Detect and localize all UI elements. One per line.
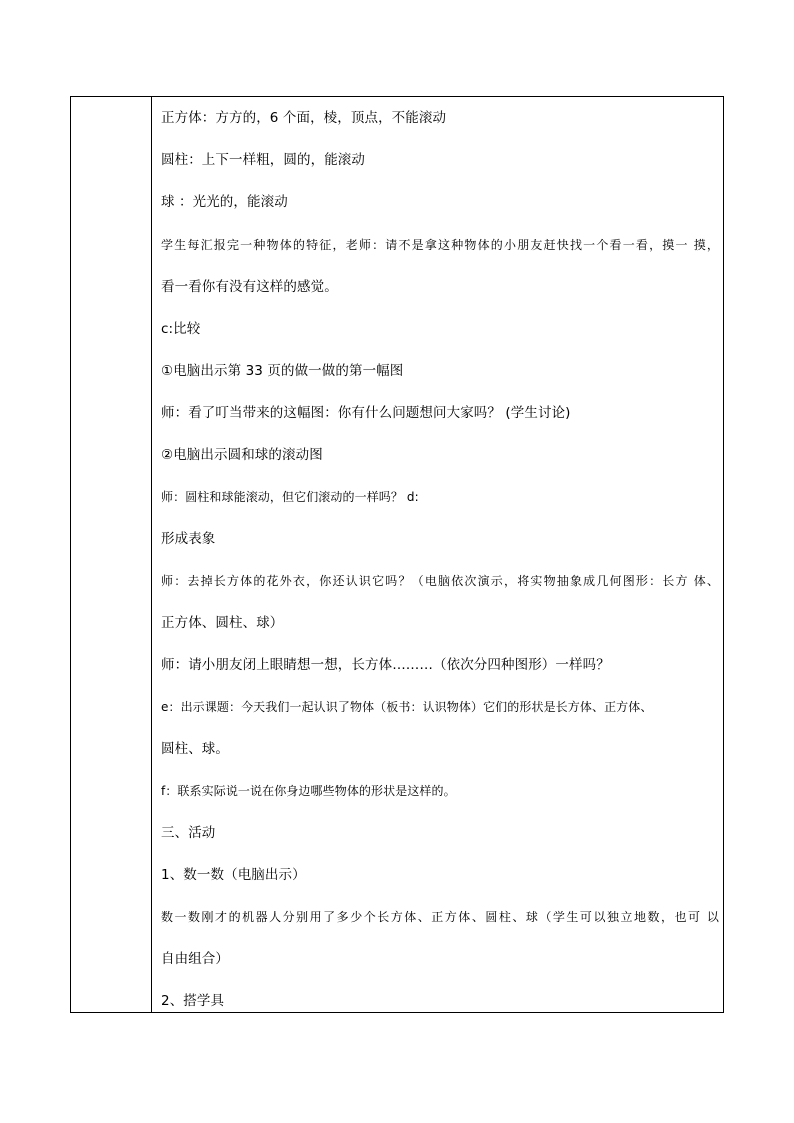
text-line: 师：去掉长方体的花外衣，你还认识它吗？（电脑依次演示，将实物抽象成几何图形：长方 体、 xyxy=(161,574,719,588)
text-line: 正方体、圆柱、球） xyxy=(161,615,284,631)
content-cell xyxy=(152,97,723,1012)
left-column-cell xyxy=(71,97,152,1012)
text-line: ②电脑出示圆和球的滚动图 xyxy=(161,447,323,463)
text-line: 形成表象 xyxy=(161,531,216,547)
text-line: 学生每汇报完一种物体的特征，老师：请不是拿这种物体的小朋友赶快找一个看一看，摸一 摸， xyxy=(161,238,719,252)
text-line: 师：圆柱和球能滚动，但它们滚动的一样吗？ d: xyxy=(161,490,419,504)
text-line: c:比较 xyxy=(161,321,201,337)
text-line: 球 ：光光的，能滚动 xyxy=(161,194,288,210)
text-line: f：联系实际说一说在你身边哪些物体的形状是这样的。 xyxy=(161,784,456,798)
text-line: 圆柱：上下一样粗，圆的，能滚动 xyxy=(161,152,365,168)
text-line: 看一看你有没有这样的感觉。 xyxy=(161,279,338,295)
text-line: 圆柱、球。 xyxy=(161,741,229,757)
text-line: 自由组合） xyxy=(161,951,229,967)
text-line: 三、活动 xyxy=(161,825,216,841)
text-line: 正方体：方方的，6 个面，棱，顶点，不能滚动 xyxy=(161,110,447,126)
text-line: 师：请小朋友闭上眼睛想一想，长方体………（依次分四种图形）一样吗？ xyxy=(161,657,610,673)
text-line: 1、数一数（电脑出示） xyxy=(161,867,306,883)
text-line: 数一数刚才的机器人分别用了多少个长方体、正方体、圆柱、球（学生可以独立地数，也可 以 xyxy=(161,910,719,924)
lesson-table xyxy=(70,96,724,1013)
text-line: 2、搭学具 xyxy=(161,993,225,1009)
text-line: e：出示课题：今天我们一起认识了物体（板书：认识物体）它们的形状是长方体、正方体、 xyxy=(161,700,653,714)
text-line: ①电脑出示第 33 页的做一做的第一幅图 xyxy=(161,363,404,379)
text-line: 师：看了叮当带来的这幅图：你有什么问题想问大家吗？ (学生讨论) xyxy=(161,405,571,421)
